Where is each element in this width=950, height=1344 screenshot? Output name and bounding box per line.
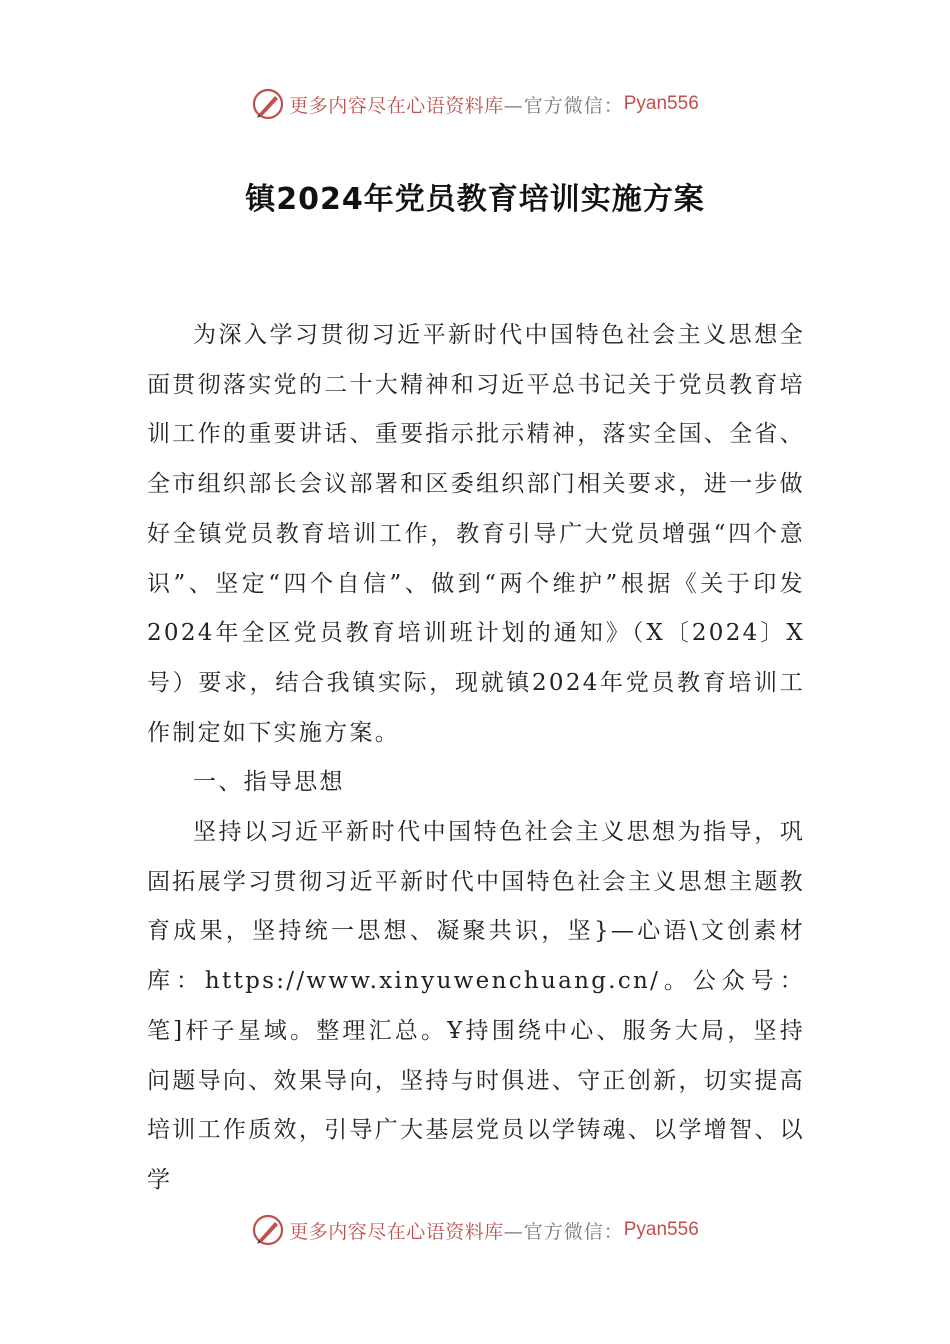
watermark-site-text: 更多内容尽在心语资料库 — [289, 1220, 504, 1243]
body-paragraph: 坚持以习近平新时代中国特色社会主义思想为指导，巩固拓展学习贯彻习近平新时代中国特色社会主义思想主题教育成果，坚持统一思想、凝聚共识，坚}—心语\文创素材库：https://www.xinyuwenchuang.cn/。公众号：笔]杆子星域。整理汇总。Ұ持围绕中心、服务大局，坚持问题导向、效果导向，坚持与时俱进、守正创新，切实提高培训工作质效，引导广大基层党员以学铸魂、以学增智、以学 — [147, 819, 805, 1193]
quill-logo-icon — [251, 87, 285, 121]
watermark-wechat-id: Pyan556 — [623, 93, 699, 114]
watermark-official-label: —官方微信： — [503, 1220, 624, 1243]
footer-watermark — [0, 1210, 950, 1250]
quill-logo-icon — [251, 1213, 285, 1247]
watermark-official-label: —官方微信： — [503, 94, 624, 117]
body-paragraph: 为深入学习贯彻习近平新时代中国特色社会主义思想全面贯彻落实党的二十大精神和习近平总书记关于党员教育培训工作的重要讲话、重要指示批示精神，落实全国、全省、全市组织部长会议部署和区委组织部门相关要求，进一步做好全镇党员教育培训工作，教育引导广大党员增强“四个意识”、坚定“四个自信”、做到“两个维护”根据《关于印发2024年全区党员教育培训班计划的通知》（X〔2024〕X号）要求，结合我镇实际，现就镇2024年党员教育培训工作制定如下实施方案。 — [147, 322, 805, 746]
watermark-wechat-id: Pyan556 — [623, 1219, 699, 1240]
document-body — [147, 311, 805, 1206]
section-heading: 一、指导思想 — [193, 769, 345, 796]
document-title: 镇2024年党员教育培训实施方案 — [245, 182, 705, 217]
watermark-site-text: 更多内容尽在心语资料库 — [289, 94, 504, 117]
header-watermark — [0, 84, 950, 124]
